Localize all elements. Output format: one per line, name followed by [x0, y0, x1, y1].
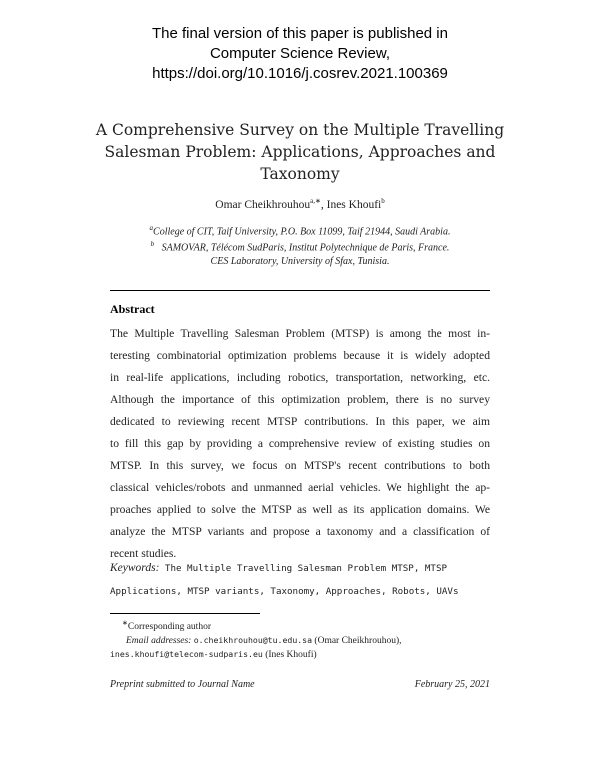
email-2-owner: (Ines Khoufi)	[262, 650, 317, 661]
email-2-link[interactable]: ines.khoufi@telecom-sudparis.eu	[110, 649, 263, 660]
keywords-line-2	[110, 580, 495, 603]
abstract-heading: Abstract	[110, 302, 155, 316]
abstract-line: to fill this gap by providing a comprehensive review of existing studies on	[110, 437, 490, 450]
notice-doi-link[interactable]: https://doi.org/10.1016/j.cosrev.2021.100369	[152, 65, 448, 82]
abstract-line: teresting combinatorial optimization problems because it is widely adopted	[110, 349, 490, 362]
keywords-label: Keywords:	[110, 562, 160, 574]
affiliation-b-text: SAMOVAR, Télécom SudParis, Institut Polytechnique de Paris, France.	[161, 242, 450, 254]
abstract-line: MTSP. In this survey, we focus on MTSP's recent contributions to both	[110, 459, 490, 472]
paper-title	[90, 119, 510, 185]
abstract-line: analyze the MTSP variants and propose a taxonomy and a classification of	[110, 525, 490, 538]
title-line-1: A Comprehensive Survey on the Multiple Travelling	[95, 121, 505, 139]
author-1: Omar Cheikhrouhou	[215, 198, 311, 211]
author-2: Ines Khoufi	[326, 198, 382, 211]
footnote-mark: ∗	[122, 619, 128, 627]
footer-preprint-note: Preprint submitted to Journal Name	[110, 679, 255, 690]
affiliation-c-text: CES Laboratory, University of Sfax, Tunisia.	[210, 255, 390, 267]
notice-line-2: Computer Science Review,	[209, 45, 391, 62]
author-1-affil-mark: a,∗	[310, 197, 321, 205]
email-label: Email addresses:	[126, 636, 192, 647]
footnote-rule	[110, 613, 260, 614]
footnote-emails-line-2	[110, 648, 510, 662]
footnote-corresponding-text: Corresponding author	[127, 622, 211, 633]
title-line-3: Taxonomy	[260, 165, 340, 183]
affiliation-b-mark: b	[150, 240, 155, 249]
footer-date: February 25, 2021	[414, 679, 490, 690]
abstract-line: Although the importance of this optimization problem, there is no survey	[110, 393, 490, 406]
abstract-body	[110, 323, 490, 565]
publication-notice	[0, 24, 600, 84]
keywords-text-1: The Multiple Travelling Salesman Problem MTSP, MTSP	[164, 563, 448, 574]
author-list	[0, 197, 600, 211]
abstract-line: classical vehicles/robots and unmanned aerial vehicles. We highlight the ap-	[110, 481, 490, 494]
abstract-line: proaches applied to solve the MTSP as well as its application domains. We	[110, 503, 490, 516]
page-footer	[110, 679, 490, 690]
abstract-line: in real-life applications, including robotics, transportation, networking, etc.	[110, 371, 490, 384]
affiliation-b	[0, 238, 600, 254]
abstract-line: The Multiple Travelling Salesman Problem (MTSP) is among the most in-	[110, 327, 490, 340]
keywords	[110, 557, 495, 603]
notice-line-1: The final version of this paper is published in	[151, 25, 448, 42]
footnote	[110, 617, 510, 662]
abstract-line: recent studies.	[110, 547, 177, 560]
abstract-line: dedicated to reviewing recent MTSP contributions. In this paper, we aim	[110, 415, 490, 428]
email-1-link[interactable]: o.cheikhrouhou@tu.edu.sa	[193, 635, 313, 646]
abstract-top-rule	[110, 290, 490, 291]
affiliation-a	[0, 222, 600, 238]
keywords-line-1	[110, 557, 495, 580]
email-1-owner: (Omar Cheikhrouhou),	[312, 636, 402, 647]
footnote-corresponding	[110, 617, 510, 634]
title-line-2: Salesman Problem: Applications, Approaches and	[104, 143, 496, 161]
affiliation-a-text: College of CIT, Taif University, P.O. Box 11099, Taif 21944, Saudi Arabia.	[153, 226, 451, 238]
footnote-emails-line-1	[110, 634, 510, 648]
affiliation-a-mark: a	[149, 224, 154, 232]
affiliations	[0, 222, 600, 268]
author-separator: ,	[320, 198, 327, 211]
keywords-text-2: Applications, MTSP variants, Taxonomy, Approaches, Robots, UAVs	[110, 586, 459, 597]
author-2-affil-mark: b	[381, 197, 385, 205]
